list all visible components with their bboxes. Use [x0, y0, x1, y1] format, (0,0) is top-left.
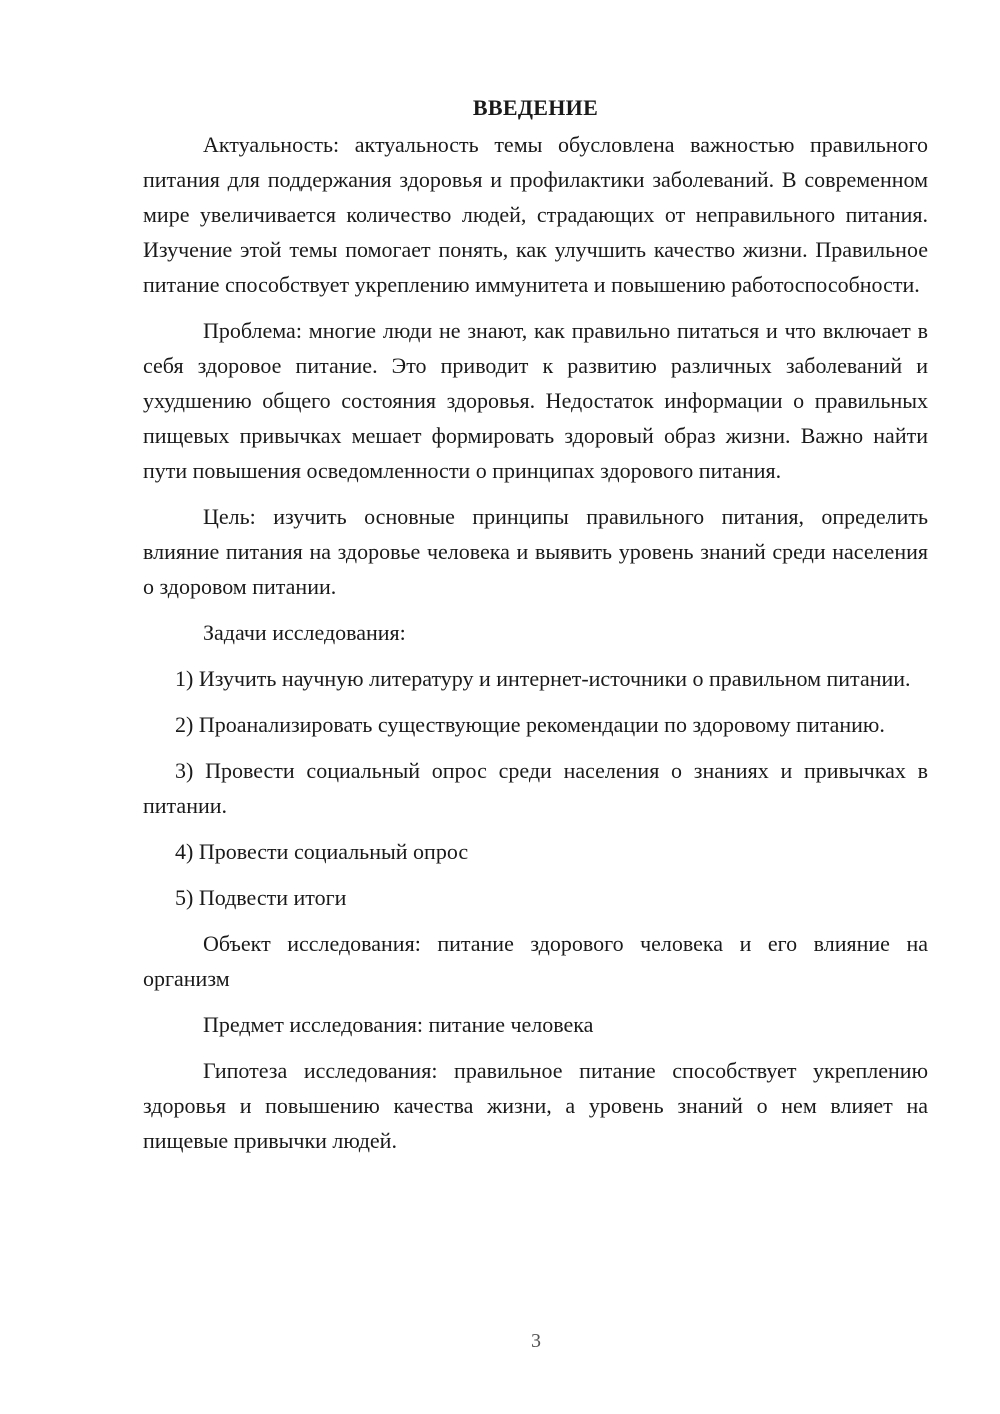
paragraph-relevance: Актуальность: актуальность темы обусловлена важностью правильного питания для поддержания здоровья и профилактики заболеваний. В современном мире увеличивается количество людей, страдающих от неправильного питания. Изучение этой темы помогает понять, как улучшить качество жизни. Правильное питание способствует укреплению иммунитета и повышению работоспособности. — [143, 132, 928, 297]
task-item: 1) Изучить научную литературу и интернет-источники о правильном питании. — [175, 666, 911, 691]
paragraph-object: Объект исследования: питание здорового человека и его влияние на организм — [143, 931, 928, 991]
page-title: ВВЕДЕНИЕ — [472, 95, 599, 120]
paragraph-tasks-heading: Задачи исследования: — [203, 620, 406, 645]
page-number: 3 — [531, 1330, 541, 1352]
paragraph-hypothesis: Гипотеза исследования: правильное питание способствует укреплению здоровья и повышению качества жизни, а уровень знаний о нем влияет на пищевые привычки людей. — [143, 1058, 928, 1153]
paragraph-problem: Проблема: многие люди не знают, как правильно питаться и что включает в себя здоровое питание. Это приводит к развитию различных заболеваний и ухудшению общего состояния здоровья. Недостаток информации о правильных пищевых привычках мешает формировать здоровый образ жизни. Важно найти пути повышения осведомленности о принципах здорового питания. — [143, 318, 928, 483]
task-item: 5) Подвести итоги — [175, 885, 347, 910]
paragraph-subject: Предмет исследования: питание человека — [203, 1012, 594, 1037]
paragraph-goal: Цель: изучить основные принципы правильного питания, определить влияние питания на здоровье человека и выявить уровень знаний среди населения о здоровом питании. — [143, 504, 928, 599]
task-item: 3) Провести социальный опрос среди населения о знаниях и привычках в питании. — [143, 758, 928, 818]
task-item: 4) Провести социальный опрос — [175, 839, 469, 864]
task-item: 2) Проанализировать существующие рекомендации по здоровому питанию. — [175, 712, 885, 737]
document-page — [143, 90, 928, 1169]
